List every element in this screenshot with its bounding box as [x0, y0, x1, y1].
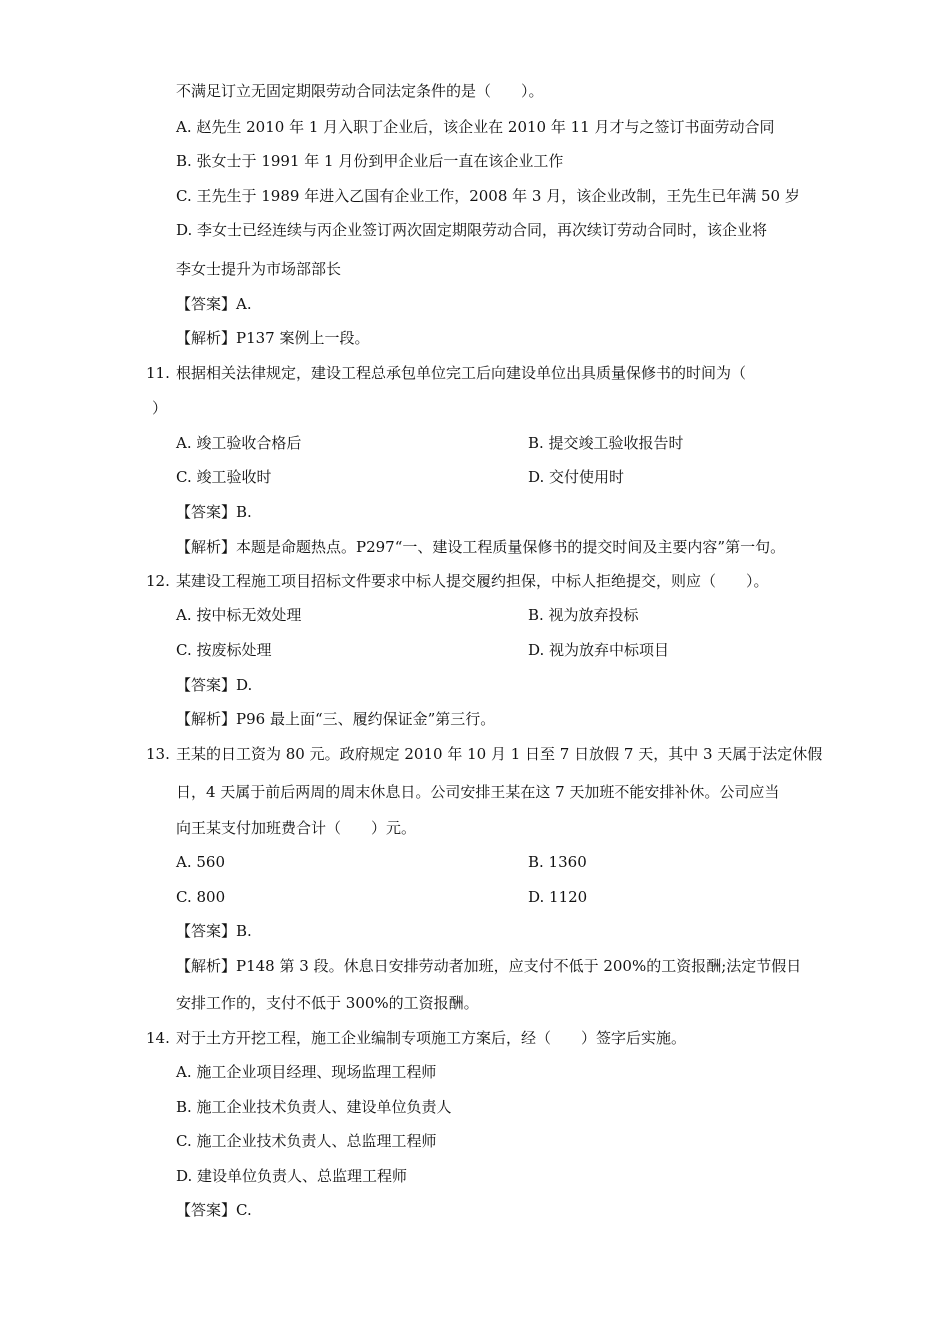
q11-option-d: D. 交付使用时	[528, 468, 625, 486]
q13-stem-2: 日，4 天属于前后两周的周末休息日。公司安排王某在这 7 天加班不能安排补休。公司应当	[176, 783, 780, 801]
q13-number: 13.	[146, 745, 170, 763]
q13-option-b: B. 1360	[528, 853, 587, 871]
q14-option-d: D. 建设单位负责人、总监理工程师	[176, 1167, 408, 1185]
q10-answer: 【答案】A.	[176, 295, 252, 313]
q13-stem-1: 王某的日工资为 80 元。政府规定 2010 年 10 月 1 日至 7 日放假 7 天，其中 3 天属于法定休假	[176, 745, 823, 763]
q11-analysis: 【解析】本题是命题热点。P297“一、建设工程质量保修书的提交时间及主要内容”第一句。	[176, 538, 786, 556]
q10-analysis: 【解析】P137 案例上一段。	[176, 329, 370, 347]
q12-number: 12.	[146, 572, 170, 590]
q14-stem: 对于土方开挖工程，施工企业编制专项施工方案后，经（ ）签字后实施。	[176, 1029, 687, 1047]
q10-option-c: C. 王先生于 1989 年进入乙国有企业工作，2008 年 3 月，该企业改制，王先生已年满 50 岁	[176, 187, 800, 205]
q11-stem-2: ）	[152, 399, 168, 417]
q13-option-d: D. 1120	[528, 888, 588, 906]
q12-option-c: C. 按废标处理	[176, 641, 272, 659]
q14-option-b: B. 施工企业技术负责人、建设单位负责人	[176, 1098, 452, 1116]
q11-option-a: A. 竣工验收合格后	[176, 434, 302, 452]
q12-option-b: B. 视为放弃投标	[528, 606, 639, 624]
q13-analysis-2: 安排工作的，支付不低于 300%的工资报酬。	[176, 994, 479, 1012]
q13-option-c: C. 800	[176, 888, 226, 906]
q14-answer: 【答案】C.	[176, 1201, 252, 1219]
q14-option-c: C. 施工企业技术负责人、总监理工程师	[176, 1132, 437, 1150]
q11-option-c: C. 竣工验收时	[176, 468, 272, 486]
q12-answer: 【答案】D.	[176, 676, 253, 694]
q10-stem: 不满足订立无固定期限劳动合同法定条件的是（ ）。	[176, 82, 544, 100]
q13-option-a: A. 560	[176, 853, 225, 871]
q13-analysis-1: 【解析】P148 第 3 段。休息日安排劳动者加班，应支付不低于 200%的工资报酬;法定节假日	[176, 957, 802, 975]
q13-stem-3: 向王某支付加班费合计（ ）元。	[176, 819, 417, 837]
q12-stem: 某建设工程施工项目招标文件要求中标人提交履约担保，中标人拒绝提交，则应（ ）。	[176, 572, 769, 590]
q11-stem-1: 根据相关法律规定，建设工程总承包单位完工后向建设单位出具质量保修书的时间为（	[176, 364, 747, 382]
q11-option-b: B. 提交竣工验收报告时	[528, 434, 684, 452]
q12-option-d: D. 视为放弃中标项目	[528, 641, 670, 659]
q14-number: 14.	[146, 1029, 170, 1047]
q13-answer: 【答案】B.	[176, 922, 252, 940]
q11-answer: 【答案】B.	[176, 503, 252, 521]
q10-option-a: A. 赵先生 2010 年 1 月入职丁企业后，该企业在 2010 年 11 月才与之签订书面劳动合同	[176, 118, 775, 136]
q10-option-d: D. 李女士已经连续与丙企业签订两次固定期限劳动合同，再次续订劳动合同时，该企业将	[176, 221, 768, 239]
q14-option-a: A. 施工企业项目经理、现场监理工程师	[176, 1063, 437, 1081]
q10-option-b: B. 张女士于 1991 年 1 月份到甲企业后一直在该企业工作	[176, 152, 564, 170]
q12-option-a: A. 按中标无效处理	[176, 606, 302, 624]
q12-analysis: 【解析】P96 最上面“三、履约保证金”第三行。	[176, 710, 496, 728]
q11-number: 11.	[146, 364, 170, 382]
q10-option-d-cont: 李女士提升为市场部部长	[176, 260, 342, 278]
